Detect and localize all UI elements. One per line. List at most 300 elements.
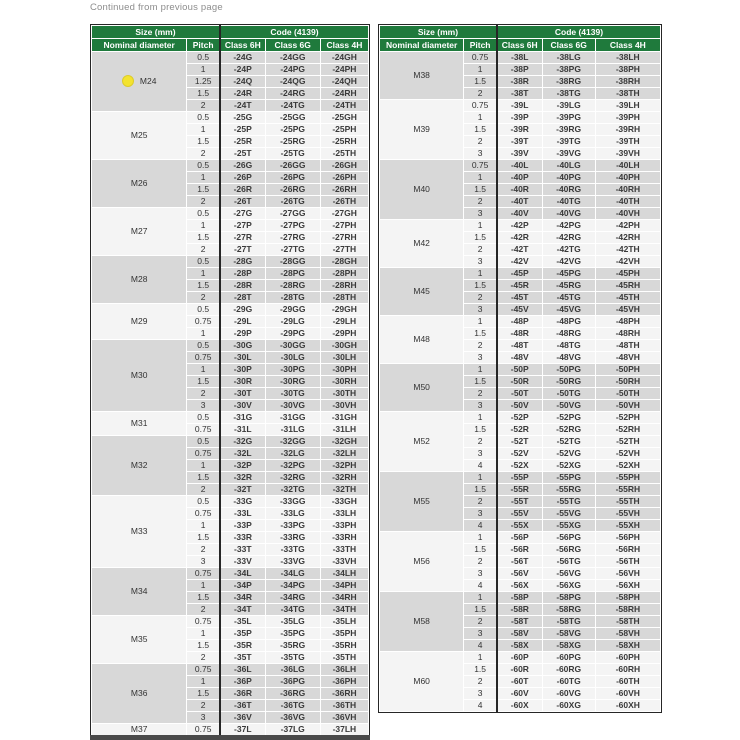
class-6g-code-cell: -60XG: [542, 700, 595, 712]
class-6g-code-cell: -24PG: [265, 64, 320, 76]
class-4h-code-cell: -60VH: [595, 688, 660, 700]
class-6h-code-cell: -27R: [220, 232, 265, 244]
class-6h-code-cell: -30V: [220, 400, 265, 412]
nominal-diameter-cell: [380, 412, 464, 472]
class-6h-code-cell: -34R: [220, 592, 265, 604]
pitch-cell: 1: [464, 364, 497, 376]
class-6h-code-cell: -42P: [497, 220, 542, 232]
class-6g-code-cell: -55XG: [542, 520, 595, 532]
class-6h-code-cell: -26G: [220, 160, 265, 172]
class-4h-code-cell: -29LH: [320, 316, 368, 328]
pitch-cell: 1.5: [464, 280, 497, 292]
table-row: [92, 52, 369, 64]
class-6h-code-cell: -45T: [497, 292, 542, 304]
pitch-cell: 4: [464, 520, 497, 532]
class-6g-code-cell: -55VG: [542, 508, 595, 520]
class-4h-code-cell: -36RH: [320, 688, 368, 700]
nominal-diameter-cell: [380, 100, 464, 160]
pitch-cell: 0.5: [187, 340, 220, 352]
class-6h-code-cell: -35P: [220, 628, 265, 640]
pitch-cell: 1.5: [187, 232, 220, 244]
class-6g-code-cell: -39RG: [542, 124, 595, 136]
pitch-cell: 1.5: [187, 88, 220, 100]
pitch-cell: 2: [187, 100, 220, 112]
nominal-diameter-label: M40: [413, 184, 430, 195]
class-6h-code-cell: -26P: [220, 172, 265, 184]
class-4h-code-cell: -29PH: [320, 328, 368, 340]
nominal-diameter-cell: [380, 268, 464, 316]
class-6h-code-cell: -32G: [220, 436, 265, 448]
class-6h-code-cell: -60P: [497, 652, 542, 664]
table-row: [92, 112, 369, 124]
class-4h-code-cell: -26TH: [320, 196, 368, 208]
pitch-cell: 1.5: [464, 544, 497, 556]
class-6h-code-cell: -34T: [220, 604, 265, 616]
class-4h-code-cell: -30TH: [320, 388, 368, 400]
class-6h-code-cell: -55T: [497, 496, 542, 508]
class-4h-code-cell: -58XH: [595, 640, 660, 652]
class-6g-code-cell: -35PG: [265, 628, 320, 640]
pitch-cell: 0.75: [187, 664, 220, 676]
class-4h-code-cell: -24QH: [320, 76, 368, 88]
table-row: [92, 496, 369, 508]
pitch-cell: 0.75: [187, 424, 220, 436]
nominal-diameter-cell: [380, 364, 464, 412]
pitch-cell: 0.75: [187, 316, 220, 328]
pitch-cell: 1.5: [464, 328, 497, 340]
class-4h-code-cell: -58TH: [595, 616, 660, 628]
pitch-cell: 2: [464, 676, 497, 688]
class-6g-code-cell: -33RG: [265, 532, 320, 544]
class-6g-code-cell: -36LG: [265, 664, 320, 676]
class-4h-code-cell: -35LH: [320, 616, 368, 628]
pitch-cell: 1.5: [464, 424, 497, 436]
table-row: [380, 100, 661, 112]
thread-code-table-left: [90, 24, 370, 737]
class-6g-code-cell: -32TG: [265, 484, 320, 496]
pitch-cell: 4: [464, 460, 497, 472]
class-4h-code-cell: -33VH: [320, 556, 368, 568]
class-6g-code-cell: -50VG: [542, 400, 595, 412]
class-4h-code-cell: -56TH: [595, 556, 660, 568]
class-6h-code-cell: -42V: [497, 256, 542, 268]
class-6g-code-cell: -28TG: [265, 292, 320, 304]
class-6g-code-cell: -28GG: [265, 256, 320, 268]
class-6g-code-cell: -58PG: [542, 592, 595, 604]
class-4h-code-cell: -39TH: [595, 136, 660, 148]
class-6g-code-cell: -30PG: [265, 364, 320, 376]
class-4h-code-cell: -28GH: [320, 256, 368, 268]
class-6g-code-cell: -38PG: [542, 64, 595, 76]
pitch-cell: 1.5: [187, 640, 220, 652]
pitch-cell: 1.5: [464, 484, 497, 496]
class-6h-code-cell: -52R: [497, 424, 542, 436]
class-4h-code-cell: -36PH: [320, 676, 368, 688]
continued-note: Continued from previous page: [90, 2, 223, 13]
class-6h-code-cell: -24R: [220, 88, 265, 100]
class-4h-code-cell: -25PH: [320, 124, 368, 136]
class-6h-code-cell: -45P: [497, 268, 542, 280]
nominal-diameter-label: M30: [130, 370, 148, 381]
nominal-diameter-cell: [380, 316, 464, 364]
pitch-cell: 1: [187, 328, 220, 340]
class-6g-code-cell: -48RG: [542, 328, 595, 340]
pitch-cell: 0.5: [187, 436, 220, 448]
class-6h-code-cell: -29P: [220, 328, 265, 340]
pitch-cell: 1: [187, 268, 220, 280]
class-6g-code-cell: -27RG: [265, 232, 320, 244]
class-6h-code-cell: -29G: [220, 304, 265, 316]
class-6g-code-cell: -33GG: [265, 496, 320, 508]
class-4h-code-cell: -56XH: [595, 580, 660, 592]
pitch-cell: 2: [464, 436, 497, 448]
class-6g-code-cell: -30LG: [265, 352, 320, 364]
pitch-cell: 3: [464, 568, 497, 580]
nominal-diameter-cell: [380, 532, 464, 592]
pitch-cell: 2: [464, 616, 497, 628]
class-6h-code-cell: -35R: [220, 640, 265, 652]
class-6h-code-cell: -35T: [220, 652, 265, 664]
class-4h-code-cell: -30LH: [320, 352, 368, 364]
class-4h-code-cell: -55VH: [595, 508, 660, 520]
pitch-cell: 1: [187, 172, 220, 184]
class-6g-code-cell: -29GG: [265, 304, 320, 316]
class-6h-code-cell: -34L: [220, 568, 265, 580]
class-4h-code-cell: -28RH: [320, 280, 368, 292]
pitch-cell: 2: [464, 556, 497, 568]
pitch-cell: 1.5: [187, 532, 220, 544]
pitch-cell: 0.5: [187, 496, 220, 508]
class-6g-code-cell: -33VG: [265, 556, 320, 568]
class-4h-code-cell: -40VH: [595, 208, 660, 220]
class-6g-code-cell: -60RG: [542, 664, 595, 676]
pitch-cell: 1: [187, 676, 220, 688]
pitch-cell: 1: [187, 64, 220, 76]
class-6g-code-cell: -39LG: [542, 100, 595, 112]
class-4h-code-cell: -60XH: [595, 700, 660, 712]
class-4h-code-cell: -55RH: [595, 484, 660, 496]
class-6h-code-cell: -58X: [497, 640, 542, 652]
table-row: [380, 364, 661, 376]
class-6h-code-cell: -37L: [220, 724, 265, 736]
class-6g-code-cell: -48PG: [542, 316, 595, 328]
class-6h-code-cell: -25T: [220, 148, 265, 160]
class-4h-code-cell: -58VH: [595, 628, 660, 640]
pitch-cell: 3: [464, 400, 497, 412]
class-6h-code-cell: -48T: [497, 340, 542, 352]
table-row: [92, 724, 369, 736]
pitch-cell: 1.5: [187, 592, 220, 604]
nominal-diameter-cell: [92, 208, 187, 256]
nominal-diameter-label: M32: [130, 460, 148, 471]
class-6h-code-cell: -31L: [220, 424, 265, 436]
class-4h-code-cell: -27RH: [320, 232, 368, 244]
class-4h-code-cell: -32PH: [320, 460, 368, 472]
class-6h-code-cell: -60R: [497, 664, 542, 676]
class-4h-code-cell: -26RH: [320, 184, 368, 196]
class-6h-code-cell: -25P: [220, 124, 265, 136]
class-6g-code-cell: -27TG: [265, 244, 320, 256]
nominal-diameter-cell: [92, 160, 187, 208]
class-4h-code-cell: -24TH: [320, 100, 368, 112]
table-row: [92, 256, 369, 268]
class-6g-code-cell: -45PG: [542, 268, 595, 280]
pitch-cell: 3: [464, 208, 497, 220]
class-6g-code-cell: -33PG: [265, 520, 320, 532]
class-6g-code-cell: -55TG: [542, 496, 595, 508]
class-6g-code-cell: -38RG: [542, 76, 595, 88]
class-6h-code-cell: -52T: [497, 436, 542, 448]
class-6h-code-cell: -32R: [220, 472, 265, 484]
nominal-diameter-label: M38: [413, 70, 430, 81]
class-4h-code-cell: -33RH: [320, 532, 368, 544]
class-6h-code-cell: -35L: [220, 616, 265, 628]
nominal-diameter-label: M52: [413, 436, 430, 447]
class-4h-code-cell: -52XH: [595, 460, 660, 472]
class-6h-code-cell: -38T: [497, 88, 542, 100]
class-4h-code-cell: -48VH: [595, 352, 660, 364]
nominal-diameter-label: M50: [413, 382, 430, 393]
class-4h-code-cell: -50VH: [595, 400, 660, 412]
class-6h-code-cell: -32P: [220, 460, 265, 472]
class-6h-code-cell: -56P: [497, 532, 542, 544]
size-group-header: Size (mm): [380, 26, 497, 39]
nominal-diameter-cell: [380, 592, 464, 652]
class-6g-code-cell: -35RG: [265, 640, 320, 652]
class-6g-code-cell: -48VG: [542, 352, 595, 364]
class-6h-code-cell: -52V: [497, 448, 542, 460]
class-4h-code-cell: -45PH: [595, 268, 660, 280]
class-6g-code-cell: -40PG: [542, 172, 595, 184]
pitch-cell: 0.75: [464, 52, 497, 64]
class-6g-code-cell: -25GG: [265, 112, 320, 124]
table-row: [92, 436, 369, 448]
class-4h-code-cell: -35RH: [320, 640, 368, 652]
pitch-cell: 3: [464, 448, 497, 460]
class-6h-code-cell: -52X: [497, 460, 542, 472]
class-6g-code-cell: -56PG: [542, 532, 595, 544]
table-row: [92, 412, 369, 424]
pitch-cell: 0.75: [464, 160, 497, 172]
table-row: [380, 220, 661, 232]
col-header-class-6h: Class 6H: [497, 39, 542, 52]
class-6g-code-cell: -24TG: [265, 100, 320, 112]
table-row: [92, 616, 369, 628]
pitch-cell: 0.5: [187, 52, 220, 64]
code-group-header: Code (4139): [497, 26, 661, 39]
class-6h-code-cell: -56R: [497, 544, 542, 556]
class-6g-code-cell: -42VG: [542, 256, 595, 268]
pitch-cell: 2: [187, 604, 220, 616]
class-6h-code-cell: -56T: [497, 556, 542, 568]
pitch-cell: 3: [464, 508, 497, 520]
pitch-cell: 0.75: [464, 100, 497, 112]
nominal-diameter-label: M34: [130, 586, 148, 597]
class-4h-code-cell: -60TH: [595, 676, 660, 688]
class-6h-code-cell: -38L: [497, 52, 542, 64]
class-6h-code-cell: -40R: [497, 184, 542, 196]
table-row: [92, 160, 369, 172]
pitch-cell: 0.5: [187, 112, 220, 124]
pitch-cell: 1.5: [187, 472, 220, 484]
col-header-pitch: Pitch: [464, 39, 497, 52]
class-6g-code-cell: -32LG: [265, 448, 320, 460]
class-6g-code-cell: -24RG: [265, 88, 320, 100]
class-4h-code-cell: -36TH: [320, 700, 368, 712]
class-4h-code-cell: -24PH: [320, 64, 368, 76]
class-6h-code-cell: -40P: [497, 172, 542, 184]
class-4h-code-cell: -52RH: [595, 424, 660, 436]
class-6h-code-cell: -42T: [497, 244, 542, 256]
pitch-cell: 0.75: [187, 352, 220, 364]
pitch-cell: 1.5: [187, 688, 220, 700]
class-6g-code-cell: -25PG: [265, 124, 320, 136]
pitch-cell: 2: [464, 388, 497, 400]
class-6h-code-cell: -40V: [497, 208, 542, 220]
class-6g-code-cell: -26RG: [265, 184, 320, 196]
class-6h-code-cell: -32T: [220, 484, 265, 496]
class-6h-code-cell: -33L: [220, 508, 265, 520]
class-6h-code-cell: -34P: [220, 580, 265, 592]
class-6g-code-cell: -32GG: [265, 436, 320, 448]
class-4h-code-cell: -52TH: [595, 436, 660, 448]
pitch-cell: 1.5: [187, 136, 220, 148]
pitch-cell: 3: [187, 556, 220, 568]
class-6h-code-cell: -30P: [220, 364, 265, 376]
pitch-cell: 1: [464, 532, 497, 544]
class-4h-code-cell: -48PH: [595, 316, 660, 328]
class-6h-code-cell: -36R: [220, 688, 265, 700]
nominal-diameter-label: M45: [413, 286, 430, 297]
class-4h-code-cell: -45VH: [595, 304, 660, 316]
class-6h-code-cell: -27G: [220, 208, 265, 220]
class-4h-code-cell: -50TH: [595, 388, 660, 400]
class-6g-code-cell: -29LG: [265, 316, 320, 328]
class-4h-code-cell: -36VH: [320, 712, 368, 724]
col-header-nominal-diameter: Nominal diameter: [380, 39, 464, 52]
class-6g-code-cell: -36RG: [265, 688, 320, 700]
class-6g-code-cell: -30TG: [265, 388, 320, 400]
class-4h-code-cell: -50PH: [595, 364, 660, 376]
class-6g-code-cell: -32PG: [265, 460, 320, 472]
class-6h-code-cell: -38P: [497, 64, 542, 76]
class-4h-code-cell: -38TH: [595, 88, 660, 100]
class-6g-code-cell: -42PG: [542, 220, 595, 232]
pitch-cell: 1: [187, 220, 220, 232]
class-6g-code-cell: -42RG: [542, 232, 595, 244]
class-6g-code-cell: -60TG: [542, 676, 595, 688]
class-6h-code-cell: -28T: [220, 292, 265, 304]
pitch-cell: 1: [187, 580, 220, 592]
class-6g-code-cell: -29PG: [265, 328, 320, 340]
col-header-class-6h: Class 6H: [220, 39, 265, 52]
class-4h-code-cell: -39LH: [595, 100, 660, 112]
table-row: [92, 568, 369, 580]
class-4h-code-cell: -34TH: [320, 604, 368, 616]
class-6h-code-cell: -42R: [497, 232, 542, 244]
class-6h-code-cell: -36P: [220, 676, 265, 688]
table-row: [380, 316, 661, 328]
pitch-cell: 1: [464, 652, 497, 664]
pitch-cell: 0.5: [187, 160, 220, 172]
class-6h-code-cell: -40L: [497, 160, 542, 172]
class-6h-code-cell: -39T: [497, 136, 542, 148]
pitch-cell: 4: [464, 580, 497, 592]
class-6h-code-cell: -48R: [497, 328, 542, 340]
class-6h-code-cell: -33P: [220, 520, 265, 532]
class-6g-code-cell: -34PG: [265, 580, 320, 592]
class-6h-code-cell: -27P: [220, 220, 265, 232]
class-6h-code-cell: -39P: [497, 112, 542, 124]
class-4h-code-cell: -34RH: [320, 592, 368, 604]
class-4h-code-cell: -27TH: [320, 244, 368, 256]
class-4h-code-cell: -42VH: [595, 256, 660, 268]
pitch-cell: 1: [187, 124, 220, 136]
class-6g-code-cell: -58TG: [542, 616, 595, 628]
class-6h-code-cell: -32L: [220, 448, 265, 460]
class-4h-code-cell: -31LH: [320, 424, 368, 436]
class-6g-code-cell: -30GG: [265, 340, 320, 352]
pitch-cell: 3: [464, 352, 497, 364]
class-4h-code-cell: -40LH: [595, 160, 660, 172]
page-cut-edge: [90, 735, 370, 740]
column-header-row: [380, 39, 661, 52]
class-6g-code-cell: -37LG: [265, 724, 320, 736]
class-6h-code-cell: -50V: [497, 400, 542, 412]
class-6g-code-cell: -30VG: [265, 400, 320, 412]
class-6g-code-cell: -55RG: [542, 484, 595, 496]
class-6h-code-cell: -31G: [220, 412, 265, 424]
nominal-diameter-cell: [92, 52, 187, 112]
nominal-diameter-label: M39: [413, 124, 430, 135]
class-6g-code-cell: -33TG: [265, 544, 320, 556]
class-6g-code-cell: -58VG: [542, 628, 595, 640]
class-4h-code-cell: -25GH: [320, 112, 368, 124]
nominal-diameter-cell: [92, 112, 187, 160]
nominal-diameter-cell: [380, 472, 464, 532]
nominal-diameter-label: M60: [413, 676, 430, 687]
class-4h-code-cell: -38PH: [595, 64, 660, 76]
pitch-cell: 4: [464, 640, 497, 652]
class-6h-code-cell: -58V: [497, 628, 542, 640]
table-row: [92, 664, 369, 676]
class-6h-code-cell: -45V: [497, 304, 542, 316]
class-6g-code-cell: -36TG: [265, 700, 320, 712]
class-6g-code-cell: -27GG: [265, 208, 320, 220]
pitch-cell: 1.5: [187, 280, 220, 292]
class-4h-code-cell: -30PH: [320, 364, 368, 376]
group-header-row: [92, 26, 369, 39]
code-group-header: Code (4139): [220, 26, 369, 39]
class-4h-code-cell: -56PH: [595, 532, 660, 544]
pitch-cell: 1: [464, 316, 497, 328]
class-6h-code-cell: -36L: [220, 664, 265, 676]
nominal-diameter-cell: [92, 304, 187, 340]
pitch-cell: 2: [187, 700, 220, 712]
pitch-cell: 0.5: [187, 412, 220, 424]
pitch-cell: 1: [187, 460, 220, 472]
pitch-cell: 2: [187, 544, 220, 556]
nominal-diameter-cell: [92, 724, 187, 736]
class-6h-code-cell: -26T: [220, 196, 265, 208]
pitch-cell: 1.5: [187, 376, 220, 388]
nominal-diameter-cell: [92, 568, 187, 616]
class-4h-code-cell: -48TH: [595, 340, 660, 352]
class-4h-code-cell: -56VH: [595, 568, 660, 580]
nominal-diameter-cell: [92, 616, 187, 664]
class-6g-code-cell: -28RG: [265, 280, 320, 292]
class-6g-code-cell: -26GG: [265, 160, 320, 172]
